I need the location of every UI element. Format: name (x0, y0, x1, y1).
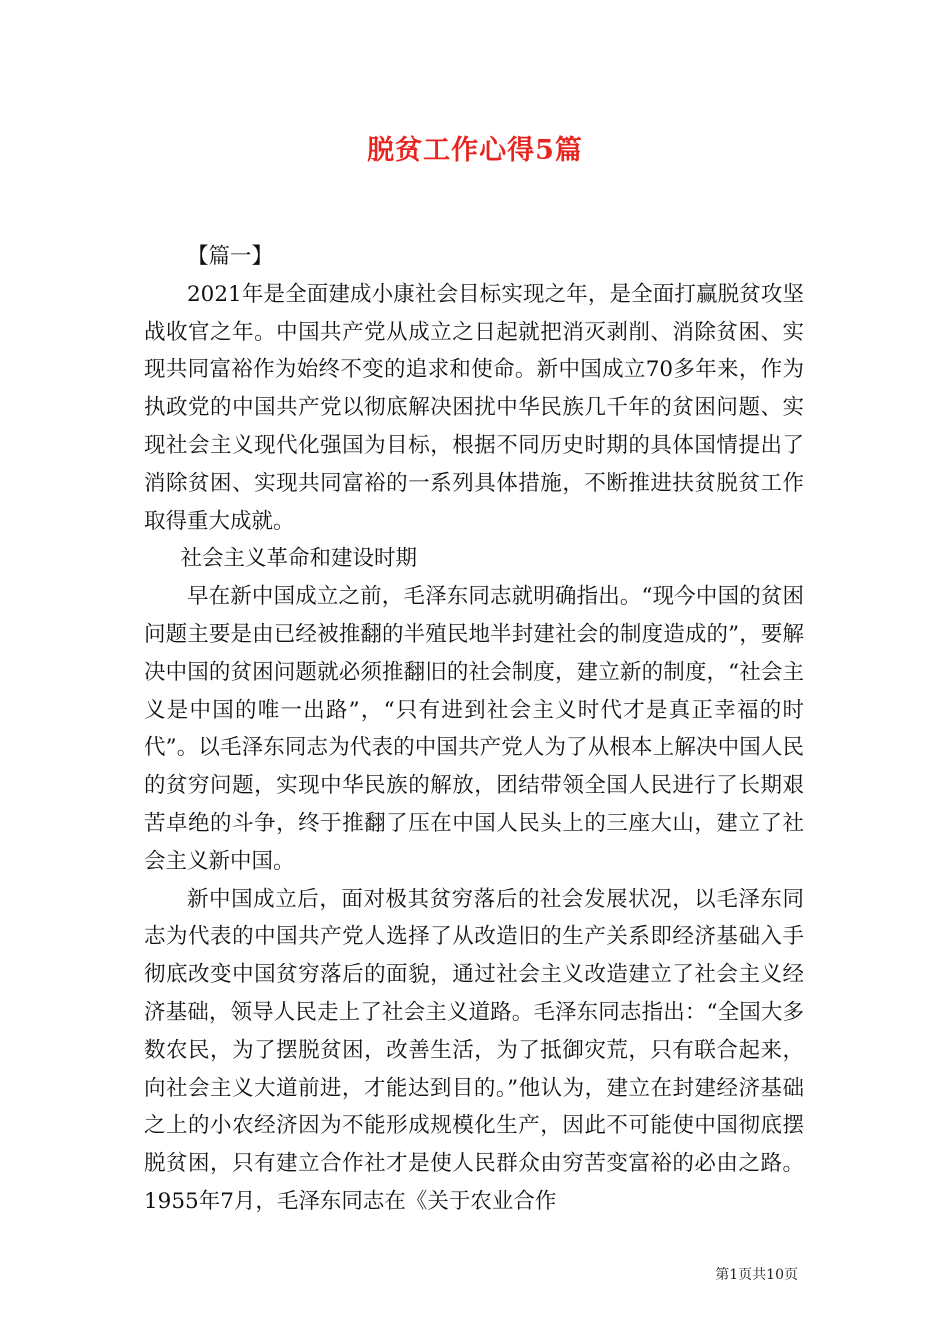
body-paragraph: 2021年是全面建成小康社会目标实现之年，是全面打赢脱贫攻坚战收官之年。中国共产党从成立之日起就把消灭剥削、消除贫困、实现共同富裕作为始终不变的追求和使命。新中国成立70多年来，作为执政党的中国共产党以彻底解决困扰中华民族几千年的贫困问题、实现社会主义现代化强国为目标，根据不同历史时期的具体国情提出了消除贫困、实现共同富裕的一系列具体措施，不断推进扶贫脱贫工作取得重大成就。 (144, 281, 804, 534)
body-paragraph: 新中国成立后，面对极其贫穷落后的社会发展状况，以毛泽东同志为代表的中国共产党人选择了从改造旧的生产关系即经济基础入手彻底改变中国贫穷落后的面貌，通过社会主义改造建立了社会主义经济基础，领导人民走上了社会主义道路。毛泽东同志指出：“全国大多数农民，为了摆脱贫困，改善生活，为了抵御灾荒，只有联合起来，向社会主义大道前进，才能达到目的。”他认为，建立在封建经济基础之上的小农经济因为不能形成规模化生产，因此不可能使中国彻底摆脱贫困，只有建立合作社才是使人民群众由穷苦变富裕的必由之路。1955年7月，毛泽东同志在《关于农业合作 (144, 886, 804, 1214)
subsection-heading: 社会主义革命和建设时期 (180, 546, 418, 572)
page-number-footer: 第1页共10页 (715, 1267, 798, 1283)
body-paragraph: 早在新中国成立之前，毛泽东同志就明确指出。“现今中国的贫困问题主要是由已经被推翻的半殖民地半封建社会的制度造成的”，要解决中国的贫困问题就必须推翻旧的社会制度，建立新的制度，“社会主义是中国的唯一出路”，“只有进到社会主义时代才是真正幸福的时代”。以毛泽东同志为代表的中国共产党人为了从根本上解决中国人民的贫穷问题，实现中华民族的解放，团结带领全国人民进行了长期艰苦卓绝的斗争，终于推翻了压在中国人民头上的三座大山，建立了社会主义新中国。 (144, 584, 804, 874)
document-body (144, 238, 804, 1221)
section-heading: 【篇一】 (187, 244, 274, 269)
document-title: 脱贫工作心得5篇 (367, 135, 583, 166)
